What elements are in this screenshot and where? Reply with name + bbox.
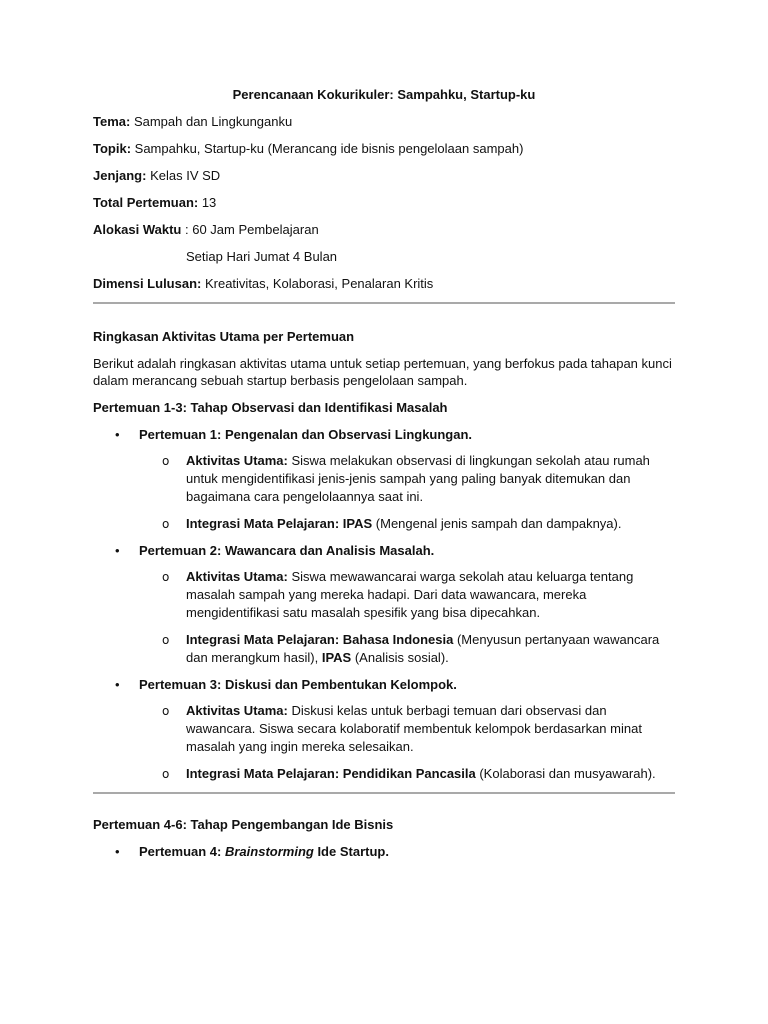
bullet-title: Pertemuan 1: Pengenalan dan Observasi Lingkungan. bbox=[139, 427, 473, 442]
bullet-title-suffix: Ide Startup. bbox=[313, 844, 389, 859]
bullet-marker: • bbox=[115, 427, 120, 442]
activity-label: Aktivitas Utama: bbox=[186, 569, 288, 584]
integration-text: (Menyusun pertanyaan wawancara dan merangkum hasil), bbox=[186, 632, 660, 665]
meta-jenjang bbox=[93, 167, 675, 184]
sub-item-integration bbox=[93, 515, 675, 533]
bullet-marker: • bbox=[115, 677, 120, 692]
activity-label: Aktivitas Utama: bbox=[186, 453, 288, 468]
meta-alokasi-waktu bbox=[93, 221, 675, 238]
meta-dimensi-value: Kreativitas, Kolaborasi, Penalaran Kritis bbox=[201, 276, 434, 291]
meta-dimensi-lulusan bbox=[93, 275, 675, 292]
meta-topik-label: Topik: bbox=[93, 141, 132, 156]
summary-intro: Berikut adalah ringkasan aktivitas utama untuk setiap pertemuan, yang berfokus pada tahapan kunci dalam merancang sebuah startup berbasis pengelolaan sampah. bbox=[93, 356, 672, 388]
bullet-title: Pertemuan 2: Wawancara dan Analisis Masalah. bbox=[139, 543, 435, 558]
sub-item-activity bbox=[93, 568, 675, 622]
integration-label: Integrasi Mata Pelajaran: bbox=[186, 632, 340, 647]
bullet-pertemuan-1 bbox=[93, 426, 675, 443]
bullet-pertemuan-3 bbox=[93, 676, 675, 693]
meta-jenjang-label: Jenjang: bbox=[93, 168, 147, 183]
phase2-heading: Pertemuan 4-6: Tahap Pengembangan Ide Bisnis bbox=[93, 817, 394, 832]
meta-total-pertemuan bbox=[93, 194, 675, 211]
bullet-marker: • bbox=[115, 543, 120, 558]
meta-total-value: 13 bbox=[198, 195, 217, 210]
meta-alokasi-label: Alokasi Waktu bbox=[93, 222, 182, 237]
sub-bullet-marker: o bbox=[162, 767, 170, 781]
sub-item-integration bbox=[93, 631, 675, 667]
sub-bullet-marker: o bbox=[162, 704, 170, 718]
meta-topik bbox=[93, 140, 675, 157]
activity-label: Aktivitas Utama: bbox=[186, 703, 288, 718]
integration-label: Integrasi Mata Pelajaran: bbox=[186, 766, 340, 781]
integration-label: Integrasi Mata Pelajaran: bbox=[186, 516, 340, 531]
meta-total-label: Total Pertemuan: bbox=[93, 195, 199, 210]
sub-item-integration bbox=[93, 765, 675, 783]
meta-dimensi-label: Dimensi Lulusan: bbox=[93, 276, 202, 291]
bullet-pertemuan-2 bbox=[93, 542, 675, 559]
summary-heading: Ringkasan Aktivitas Utama per Pertemuan bbox=[93, 329, 355, 344]
bullet-pertemuan-4 bbox=[93, 843, 675, 860]
sub-item-activity bbox=[93, 452, 675, 506]
bullet-title-prefix: Pertemuan 4: bbox=[139, 844, 225, 859]
activity-text: Diskusi kelas untuk berbagi temuan dari observasi dan wawancara. Siswa secara kolaboratif membentuk kelompok berdasarkan minat masalah yang ingin mereka selesaikan. bbox=[186, 703, 642, 754]
horizontal-divider bbox=[93, 302, 675, 304]
meta-topik-value: Sampahku, Startup-ku (Merancang ide bisnis pengelolaan sampah) bbox=[131, 141, 524, 156]
integration-text: (Mengenal jenis sampah dan dampaknya). bbox=[372, 516, 622, 531]
integration-text: (Kolaborasi dan musyawarah). bbox=[475, 766, 656, 781]
integration-subject: Pendidikan Pancasila bbox=[339, 766, 476, 781]
bullet-title: Pertemuan 3: Diskusi dan Pembentukan Kelompok. bbox=[139, 677, 457, 692]
activity-text: Siswa mewawancarai warga sekolah atau keluarga tentang masalah sampah yang mereka hadapi. Dari data wawancara, mereka mengidentifikasi satu masalah spesifik yang bisa dipecahkan. bbox=[186, 569, 634, 620]
meta-tema-label: Tema: bbox=[93, 114, 131, 129]
document-content bbox=[93, 86, 675, 869]
horizontal-divider bbox=[93, 792, 675, 794]
integration-subject: Bahasa Indonesia bbox=[339, 632, 454, 647]
meta-tema bbox=[93, 113, 675, 130]
meta-tema-value: Sampah dan Lingkunganku bbox=[130, 114, 293, 129]
sub-bullet-marker: o bbox=[162, 570, 170, 584]
sub-bullet-marker: o bbox=[162, 633, 170, 647]
bullet-title-italic: Brainstorming bbox=[224, 844, 314, 859]
sub-bullet-marker: o bbox=[162, 454, 170, 468]
meta-alokasi-schedule: Setiap Hari Jumat 4 Bulan bbox=[186, 249, 338, 264]
document-title: Perencanaan Kokurikuler: Sampahku, Startup-ku bbox=[232, 87, 536, 102]
integration-subject-2: IPAS bbox=[321, 650, 352, 665]
meta-alokasi-value: : 60 Jam Pembelajaran bbox=[181, 222, 319, 237]
bullet-marker: • bbox=[115, 844, 120, 859]
sub-item-activity bbox=[93, 702, 675, 756]
integration-subject: IPAS bbox=[339, 516, 373, 531]
integration-text-2: (Analisis sosial). bbox=[351, 650, 449, 665]
activity-text: Siswa melakukan observasi di lingkungan sekolah atau rumah untuk mengidentifikasi jenis-jenis sampah yang paling banyak ditemukan dan bagaimana cara pengelolaannya saat ini. bbox=[186, 453, 650, 504]
meta-jenjang-value: Kelas IV SD bbox=[146, 168, 221, 183]
phase1-heading: Pertemuan 1-3: Tahap Observasi dan Identifikasi Masalah bbox=[93, 400, 448, 415]
sub-bullet-marker: o bbox=[162, 517, 170, 531]
